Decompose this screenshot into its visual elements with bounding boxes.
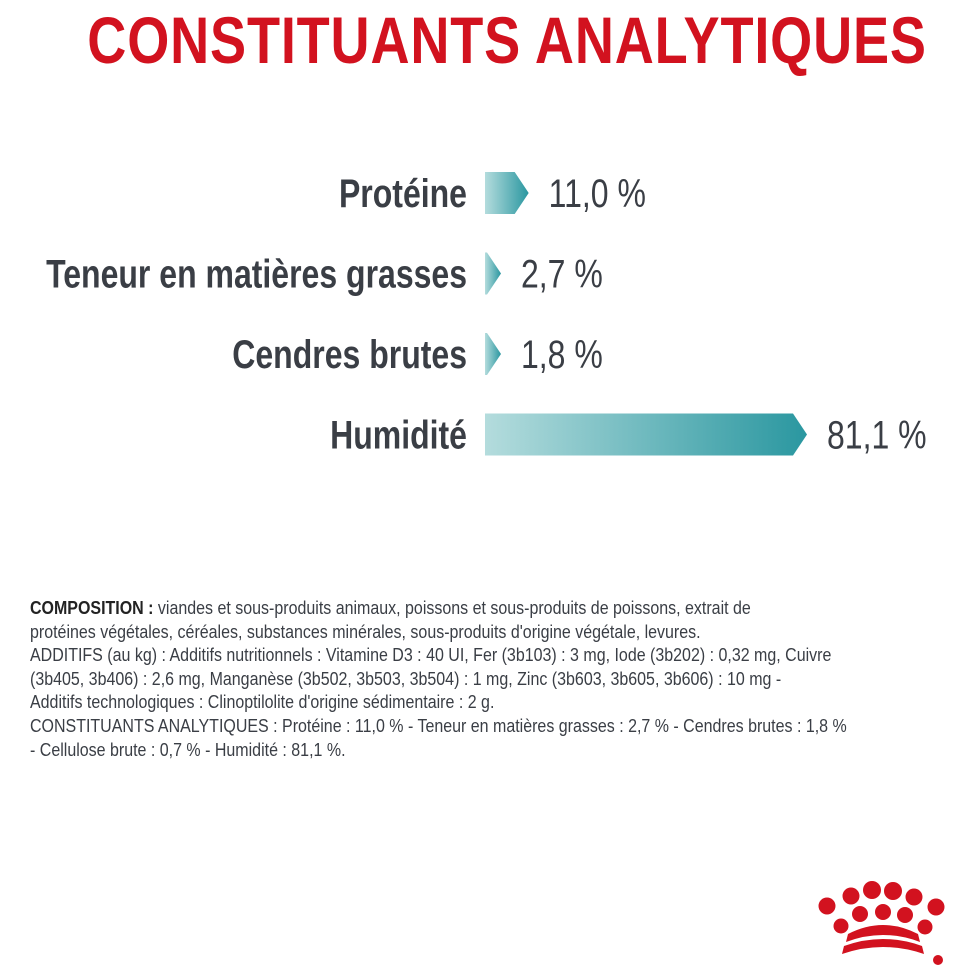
category-label-0: Protéine xyxy=(338,170,467,216)
composition-line-2: protéines végétales, céréales, substances minérales, sous-produits d'origine végétale, levures. xyxy=(30,620,701,642)
composition-lead: COMPOSITION : xyxy=(30,597,154,618)
composition-line-1 xyxy=(30,596,940,620)
composition-line-4: (3b405, 3b406) : 2,6 mg, Manganèse (3b502, 3b503, 3b504) : 1 mg, Zinc (3b603, 3b605, 3b606) : 10 mg - xyxy=(30,667,782,689)
bar-1 xyxy=(485,253,501,295)
value-label-2: 1,8 % xyxy=(521,331,603,377)
composition-line-6: CONSTITUANTS ANALYTIQUES : Protéine : 11,0 % - Teneur en matières grasses : 2,7 % - Cendres brutes : 1,8 % xyxy=(30,714,847,736)
value-label-0: 11,0 % xyxy=(548,170,646,216)
composition-text xyxy=(30,596,940,761)
composition-line-7: - Cellulose brute : 0,7 % - Humidité : 81,1 %. xyxy=(30,738,346,760)
composition-line-1-text: viandes et sous-produits animaux, poissons et sous-produits de poissons, extrait de xyxy=(153,597,751,618)
value-label-1: 2,7 % xyxy=(521,251,603,297)
value-label-3: 81,1 % xyxy=(827,412,927,458)
category-label-3: Humidité xyxy=(330,412,467,458)
composition-line-3: ADDITIFS (au kg) : Additifs nutritionnels : Vitamine D3 : 40 UI, Fer (3b103) : 3 mg, Iode (3b202) : 0,32 mg, Cuivre xyxy=(30,644,832,666)
category-label-1: Teneur en matières grasses xyxy=(46,251,468,297)
composition-line-5: Additifs technologiques : Clinoptilolite d'origine sédimentaire : 2 g. xyxy=(30,691,495,713)
bar-2 xyxy=(485,333,501,375)
page-title: CONSTITUANTS ANALYTIQUES xyxy=(87,3,927,77)
category-label-2: Cendres brutes xyxy=(232,331,467,377)
bar-0 xyxy=(485,172,529,214)
crown-icon xyxy=(808,874,953,966)
bar-3 xyxy=(485,414,807,456)
